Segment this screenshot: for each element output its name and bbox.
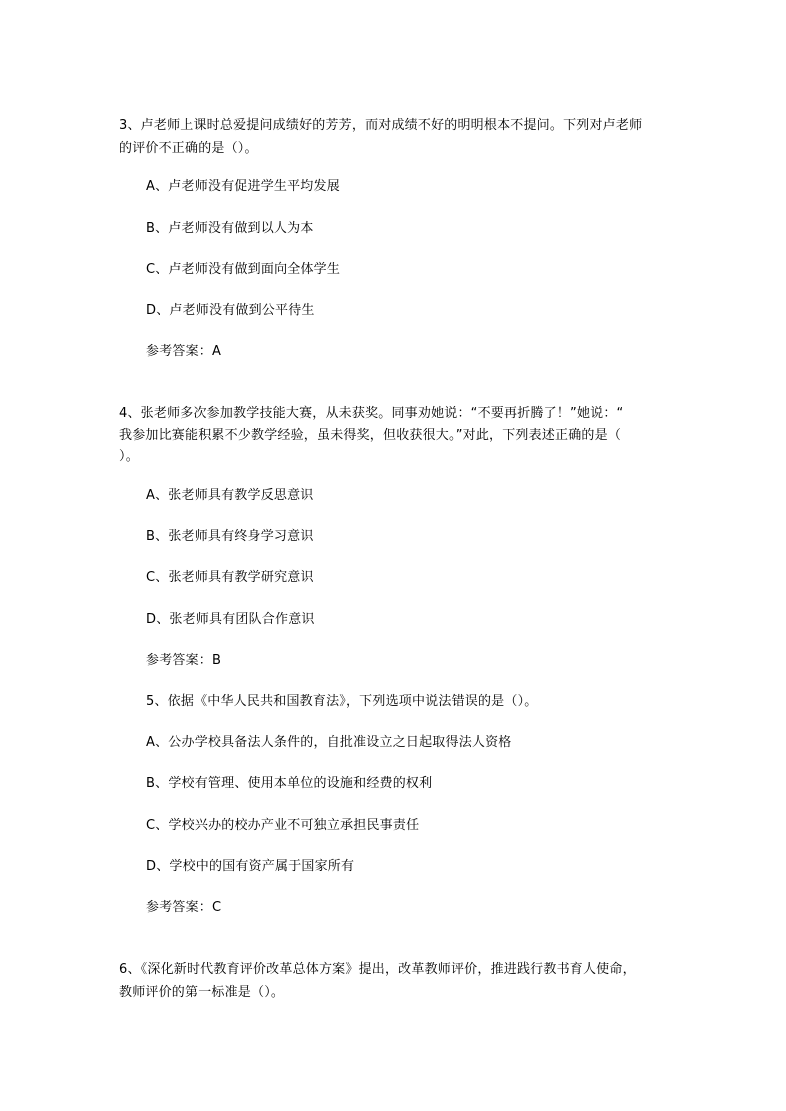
question-4-stem-line-2: 我参加比赛能积累不少教学经验，虽未得奖，但收获很大。”对此，下列表述正确的是（ — [119, 428, 622, 443]
question-5-option-c: C、学校兴办的校办产业不可独立承担民事责任 — [146, 818, 420, 833]
question-4-option-a: A、张老师具有教学反思意识 — [146, 488, 314, 503]
question-5-option-a: A、公办学校具备法人条件的，自批准设立之日起取得法人资格 — [146, 735, 512, 750]
question-3-answer: 参考答案：A — [146, 344, 222, 359]
question-3-option-b: B、卢老师没有做到以人为本 — [146, 221, 314, 236]
question-3-option-d: D、卢老师没有做到公平待生 — [146, 303, 315, 318]
question-4-option-d: D、张老师具有团队合作意识 — [146, 612, 315, 627]
question-3-option-a: A、卢老师没有促进学生平均发展 — [146, 179, 340, 194]
question-5-option-d: D、学校中的国有资产属于国家所有 — [146, 859, 355, 874]
question-4-stem-line-3: ）。 — [119, 449, 139, 464]
question-3-stem-line-2: 的评价不正确的是（）。 — [119, 141, 258, 156]
question-5-answer: 参考答案：C — [146, 900, 222, 915]
question-4-option-c: C、张老师具有教学研究意识 — [146, 570, 314, 585]
question-6-stem-line-2: 教师评价的第一标准是（）。 — [119, 985, 285, 1000]
question-4-option-b: B、张老师具有终身学习意识 — [146, 529, 314, 544]
question-4-stem-line-1: 4、张老师多次参加教学技能大赛，从未获奖。同事劝她说：“不要再折腾了！”她说：“ — [119, 406, 624, 421]
question-3-option-c: C、卢老师没有做到面向全体学生 — [146, 262, 341, 277]
question-5-option-b: B、学校有管理、使用本单位的设施和经费的权利 — [146, 776, 433, 791]
question-5-stem-line-1: 5、依据《中华人民共和国教育法》，下列选项中说法错误的是（）。 — [146, 694, 538, 709]
question-6-stem-line-1: 6、《深化新时代教育评价改革总体方案》提出，改革教师评价，推进践行教书育人使命， — [119, 962, 636, 977]
question-4-answer: 参考答案：B — [146, 653, 222, 668]
question-3-stem-line-1: 3、卢老师上课时总爱提问成绩好的芳芳，而对成绩不好的明明根本不提问。下列对卢老师 — [119, 118, 643, 133]
